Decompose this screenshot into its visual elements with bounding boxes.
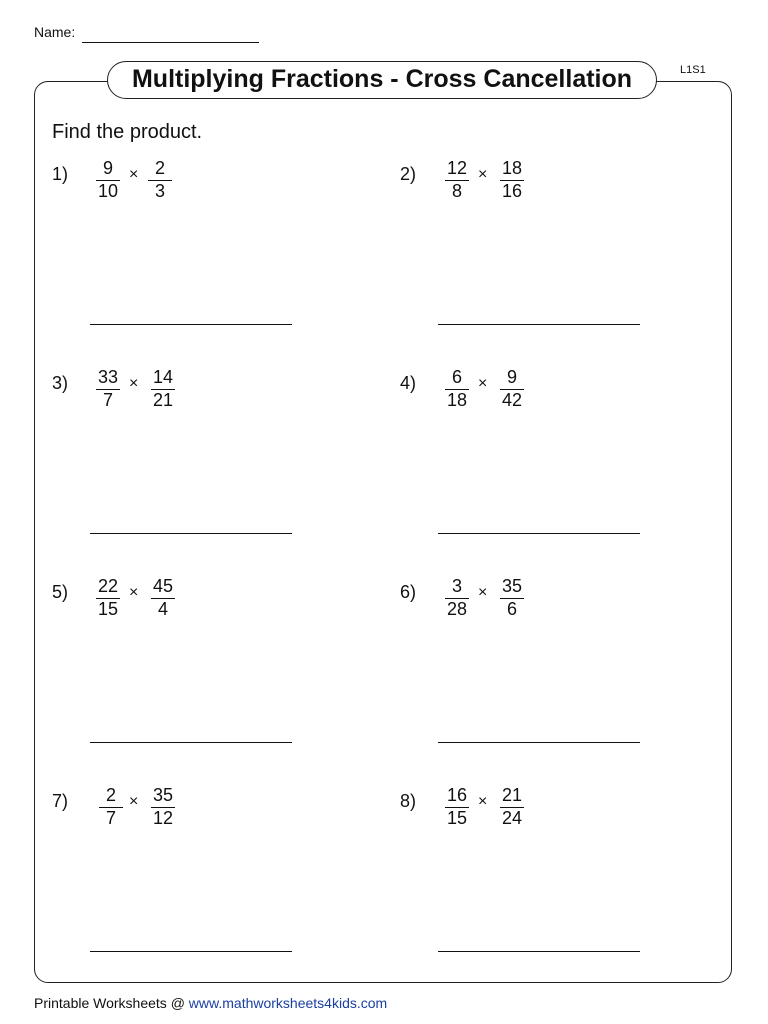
- denominator: 21: [152, 390, 174, 410]
- problem-number: 3): [52, 373, 69, 393]
- fraction-a: [437, 576, 477, 620]
- fraction-b: [143, 576, 183, 620]
- fraction-b: [492, 367, 532, 411]
- denominator: 12: [152, 808, 174, 828]
- denominator: 15: [446, 808, 468, 828]
- denominator: 18: [446, 390, 468, 410]
- fraction-b: [492, 785, 532, 829]
- times-sign: ×: [129, 166, 139, 183]
- numerator: 22: [97, 576, 119, 596]
- numerator: 16: [446, 785, 468, 805]
- fraction-b: [140, 158, 180, 202]
- numerator: 33: [97, 367, 119, 387]
- numerator: 18: [501, 158, 523, 178]
- fraction-a: [88, 158, 128, 202]
- answer-line[interactable]: [438, 533, 640, 534]
- problem-number: 4): [400, 373, 417, 393]
- times-sign: ×: [129, 793, 139, 810]
- numerator: 2: [105, 785, 116, 805]
- problem-number: 5): [52, 582, 69, 602]
- numerator: 9: [506, 367, 517, 387]
- problem-4: [400, 367, 740, 567]
- times-sign: ×: [129, 375, 139, 392]
- answer-line[interactable]: [90, 533, 292, 534]
- fraction-b: [143, 785, 183, 829]
- answer-line[interactable]: [90, 951, 292, 952]
- numerator: 14: [152, 367, 174, 387]
- answer-line[interactable]: [438, 742, 640, 743]
- problem-1: [52, 158, 392, 358]
- denominator: 15: [97, 599, 119, 619]
- problem-number: 6): [400, 582, 417, 602]
- numerator: 21: [501, 785, 523, 805]
- denominator: 6: [506, 599, 517, 619]
- fraction-a: [437, 367, 477, 411]
- name-label: Name:: [34, 24, 76, 40]
- times-sign: ×: [478, 584, 488, 601]
- answer-line[interactable]: [90, 742, 292, 743]
- worksheet-title: Multiplying Fractions - Cross Cancellation: [107, 61, 657, 99]
- problem-6: [400, 576, 740, 776]
- denominator: 8: [451, 181, 462, 201]
- numerator: 35: [152, 785, 174, 805]
- instruction: Find the product.: [52, 121, 203, 143]
- name-line[interactable]: [82, 42, 259, 43]
- denominator: 3: [154, 181, 165, 201]
- numerator: 3: [451, 576, 462, 596]
- problem-number: 1): [52, 164, 69, 184]
- times-sign: ×: [129, 584, 139, 601]
- denominator: 28: [446, 599, 468, 619]
- footer-link[interactable]: www.mathworksheets4kids.com: [188, 995, 388, 1011]
- problem-3: [52, 367, 392, 567]
- numerator: 6: [451, 367, 462, 387]
- fraction-a: [91, 785, 131, 829]
- numerator: 2: [154, 158, 165, 178]
- problem-number: 2): [400, 164, 417, 184]
- problem-number: 8): [400, 791, 417, 811]
- problem-7: [52, 785, 392, 985]
- answer-line[interactable]: [438, 951, 640, 952]
- denominator: 7: [102, 390, 113, 410]
- denominator: 4: [157, 599, 168, 619]
- fraction-b: [143, 367, 183, 411]
- problem-2: [400, 158, 740, 358]
- denominator: 42: [501, 390, 523, 410]
- numerator: 45: [152, 576, 174, 596]
- fraction-b: [492, 158, 532, 202]
- times-sign: ×: [478, 793, 488, 810]
- fraction-a: [88, 576, 128, 620]
- times-sign: ×: [478, 166, 488, 183]
- problem-8: [400, 785, 740, 985]
- denominator: 24: [501, 808, 523, 828]
- fraction-a: [437, 785, 477, 829]
- footer: [34, 995, 387, 1011]
- numerator: 9: [102, 158, 113, 178]
- denominator: 7: [105, 808, 116, 828]
- footer-prefix: Printable Worksheets @: [34, 995, 189, 1011]
- numerator: 12: [446, 158, 468, 178]
- fraction-a: [437, 158, 477, 202]
- denominator: 16: [501, 181, 523, 201]
- fraction-b: [492, 576, 532, 620]
- fraction-a: [88, 367, 128, 411]
- denominator: 10: [97, 181, 119, 201]
- problem-5: [52, 576, 392, 776]
- times-sign: ×: [478, 375, 488, 392]
- answer-line[interactable]: [438, 324, 640, 325]
- numerator: 35: [501, 576, 523, 596]
- answer-line[interactable]: [90, 324, 292, 325]
- worksheet-code: L1S1: [680, 64, 706, 76]
- problem-number: 7): [52, 791, 69, 811]
